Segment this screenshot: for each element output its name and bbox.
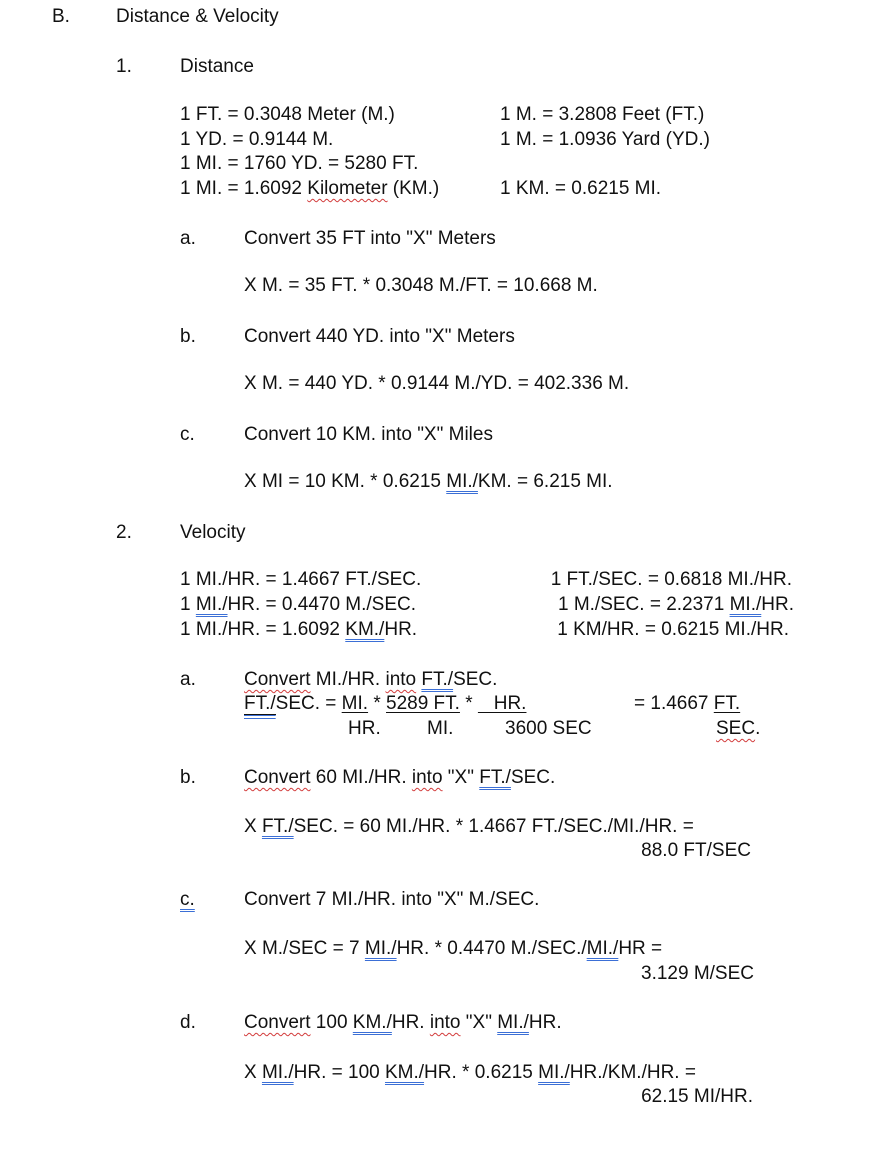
grammar-flag: KM./ (345, 619, 385, 640)
spelling-flag: Convert (244, 1012, 311, 1033)
spelling-flag: SEC (716, 718, 756, 739)
question: Convert 440 YD. into "X" Meters (244, 326, 515, 347)
answer: X MI./HR. = 100 KM./HR. * 0.6215 MI./HR./KM./HR. = (244, 1062, 696, 1083)
distance-fact: 1 MI. = 1.6092 Kilometer (KM.) (180, 178, 440, 199)
formula-denominator: MI. (427, 718, 454, 739)
velocity-fact: 1 MI./HR. = 1.4667 FT./SEC. (180, 569, 422, 590)
grammar-flag: MI./ (729, 594, 762, 615)
velocity-fact: 1 FT./SEC. = 0.6818 MI./HR. (550, 569, 792, 590)
question: Convert 35 FT into "X" Meters (244, 228, 496, 249)
grammar-flag: MI./ (497, 1012, 529, 1033)
answer-result: 88.0 FT/SEC (641, 840, 751, 861)
answer: X M. = 35 FT. * 0.3048 M./FT. = 10.668 M. (244, 275, 598, 296)
answer: X M./SEC = 7 MI./HR. * 0.4470 M./SEC./MI./HR = (244, 938, 663, 959)
spelling-flag: Kilometer (307, 178, 388, 199)
sub-label-b: b. (180, 767, 196, 788)
grammar-flag: MI./ (195, 594, 228, 615)
answer: X M. = 440 YD. * 0.9144 M./YD. = 402.336 M. (244, 373, 630, 394)
sub-label-b: b. (180, 326, 196, 347)
item-number-distance: 1. (116, 56, 132, 77)
formula-denominator: HR. (348, 718, 381, 739)
formula-numerator: FT./SEC. = MI. * 5289 FT. * HR. (244, 693, 527, 714)
spelling-flag: into (411, 767, 443, 788)
grammar-flag: MI./ (446, 471, 478, 492)
answer: X FT./SEC. = 60 MI./HR. * 1.4667 FT./SEC./MI./HR. = (244, 816, 694, 837)
sub-label-a: a. (180, 228, 196, 249)
item-number-velocity: 2. (116, 522, 132, 543)
grammar-flag: FT./ (261, 816, 294, 837)
section-title: Distance & Velocity (116, 6, 279, 27)
grammar-flag: MI./ (364, 938, 397, 959)
sub-label-d: d. (180, 1012, 196, 1033)
grammar-flag: KM./ (352, 1012, 392, 1033)
distance-fact: 1 M. = 1.0936 Yard (YD.) (500, 129, 710, 150)
heading-velocity: Velocity (180, 522, 246, 543)
distance-fact: 1 FT. = 0.3048 Meter (M.) (180, 104, 395, 125)
question: Convert 60 MI./HR. into "X" FT./SEC. (244, 767, 556, 788)
formula-denominator: 3600 SEC (505, 718, 592, 739)
spelling-flag: Convert (244, 669, 311, 690)
answer: X MI = 10 KM. * 0.6215 MI./KM. = 6.215 MI. (244, 471, 613, 492)
distance-fact: 1 M. = 3.2808 Feet (FT.) (500, 104, 705, 125)
spelling-flag: Convert (244, 767, 311, 788)
grammar-flag: FT./ (244, 693, 276, 714)
grammar-flag: MI./ (538, 1062, 570, 1083)
heading-distance: Distance (180, 56, 254, 77)
formula-result: = 1.4667 FT. (634, 693, 741, 714)
grammar-flag: KM./ (384, 1062, 425, 1083)
question: Convert 7 MI./HR. into "X" M./SEC. (244, 889, 540, 910)
distance-fact: 1 KM. = 0.6215 MI. (500, 178, 662, 199)
sub-label-a: a. (180, 669, 196, 690)
velocity-fact: 1 MI./HR. = 0.4470 M./SEC. (180, 594, 417, 615)
velocity-fact: 1 MI./HR. = 1.6092 KM./HR. (180, 619, 418, 640)
question: Convert MI./HR. into FT./SEC. (244, 669, 498, 690)
grammar-flag: FT./ (479, 767, 511, 788)
question: Convert 100 KM./HR. into "X" MI./HR. (244, 1012, 562, 1033)
sub-label-c (180, 889, 195, 911)
grammar-flag: MI./ (261, 1062, 294, 1083)
grammar-flag: FT./ (421, 669, 454, 690)
sub-label-c: c. (180, 424, 195, 445)
grammar-flag: c. (180, 889, 195, 910)
distance-fact: 1 MI. = 1760 YD. = 5280 FT. (180, 153, 419, 174)
spelling-flag: into (385, 669, 417, 690)
formula-denominator: SEC. (716, 718, 761, 739)
section-label: B. (52, 6, 70, 27)
grammar-flag: MI./ (586, 938, 619, 959)
distance-fact: 1 YD. = 0.9144 M. (180, 129, 334, 150)
velocity-fact: 1 KM/HR. = 0.6215 MI./HR. (557, 619, 789, 640)
answer-result: 62.15 MI/HR. (641, 1086, 753, 1107)
answer-result: 3.129 M/SEC (641, 963, 754, 984)
velocity-fact: 1 M./SEC. = 2.2371 MI./HR. (557, 594, 794, 615)
spelling-flag: into (429, 1012, 461, 1033)
question: Convert 10 KM. into "X" Miles (244, 424, 493, 445)
